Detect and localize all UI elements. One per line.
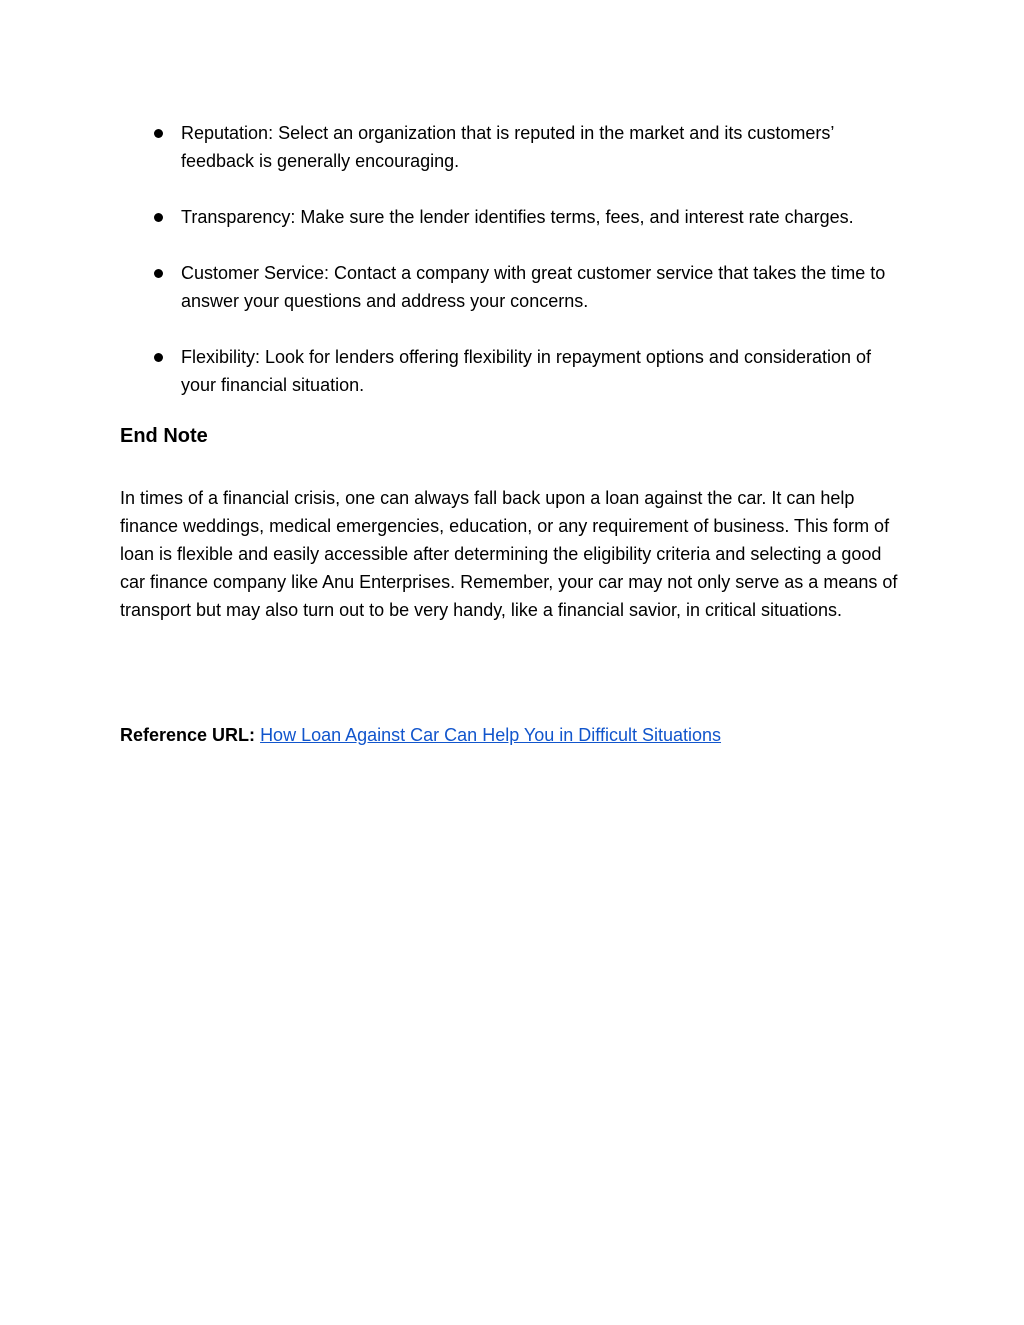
bullet-dot-icon [154,213,163,222]
reference-line [120,721,721,749]
bullet-dot-icon [154,129,163,138]
list-item [120,203,910,231]
end-note-heading: End Note [120,425,208,447]
reference-link[interactable]: How Loan Against Car Can Help You in Difficult Situations [260,725,722,745]
bullet-dot-icon [154,269,163,278]
list-item [120,343,910,399]
bullet-dot-icon [154,353,163,362]
list-item [120,119,910,175]
bullet-text: Flexibility: Look for lenders offering flexibility in repayment options and consideration of your financial situation. [181,347,872,395]
end-note-paragraph: In times of a financial crisis, one can always fall back upon a loan against the car. It can help finance weddings, medical emergencies, education, or any requirement of business. This form of loan is flexible and easily accessible after determining the eligibility criteria and selecting a good car finance company like Anu Enterprises. Remember, your car may not only serve as a means of transport but may also turn out to be very handy, like a financial savior, in critical situations. [120,488,898,620]
bullet-text: Reputation: Select an organization that is reputed in the market and its customers’ feedback is generally encouraging. [181,123,834,171]
reference-label: Reference URL: [120,725,256,745]
criteria-bullet-list [120,119,910,399]
bullet-text: Transparency: Make sure the lender identifies terms, fees, and interest rate charges. [181,207,854,227]
list-item [120,259,910,315]
bullet-text: Customer Service: Contact a company with great customer service that takes the time to answer your questions and address your concerns. [181,263,886,311]
